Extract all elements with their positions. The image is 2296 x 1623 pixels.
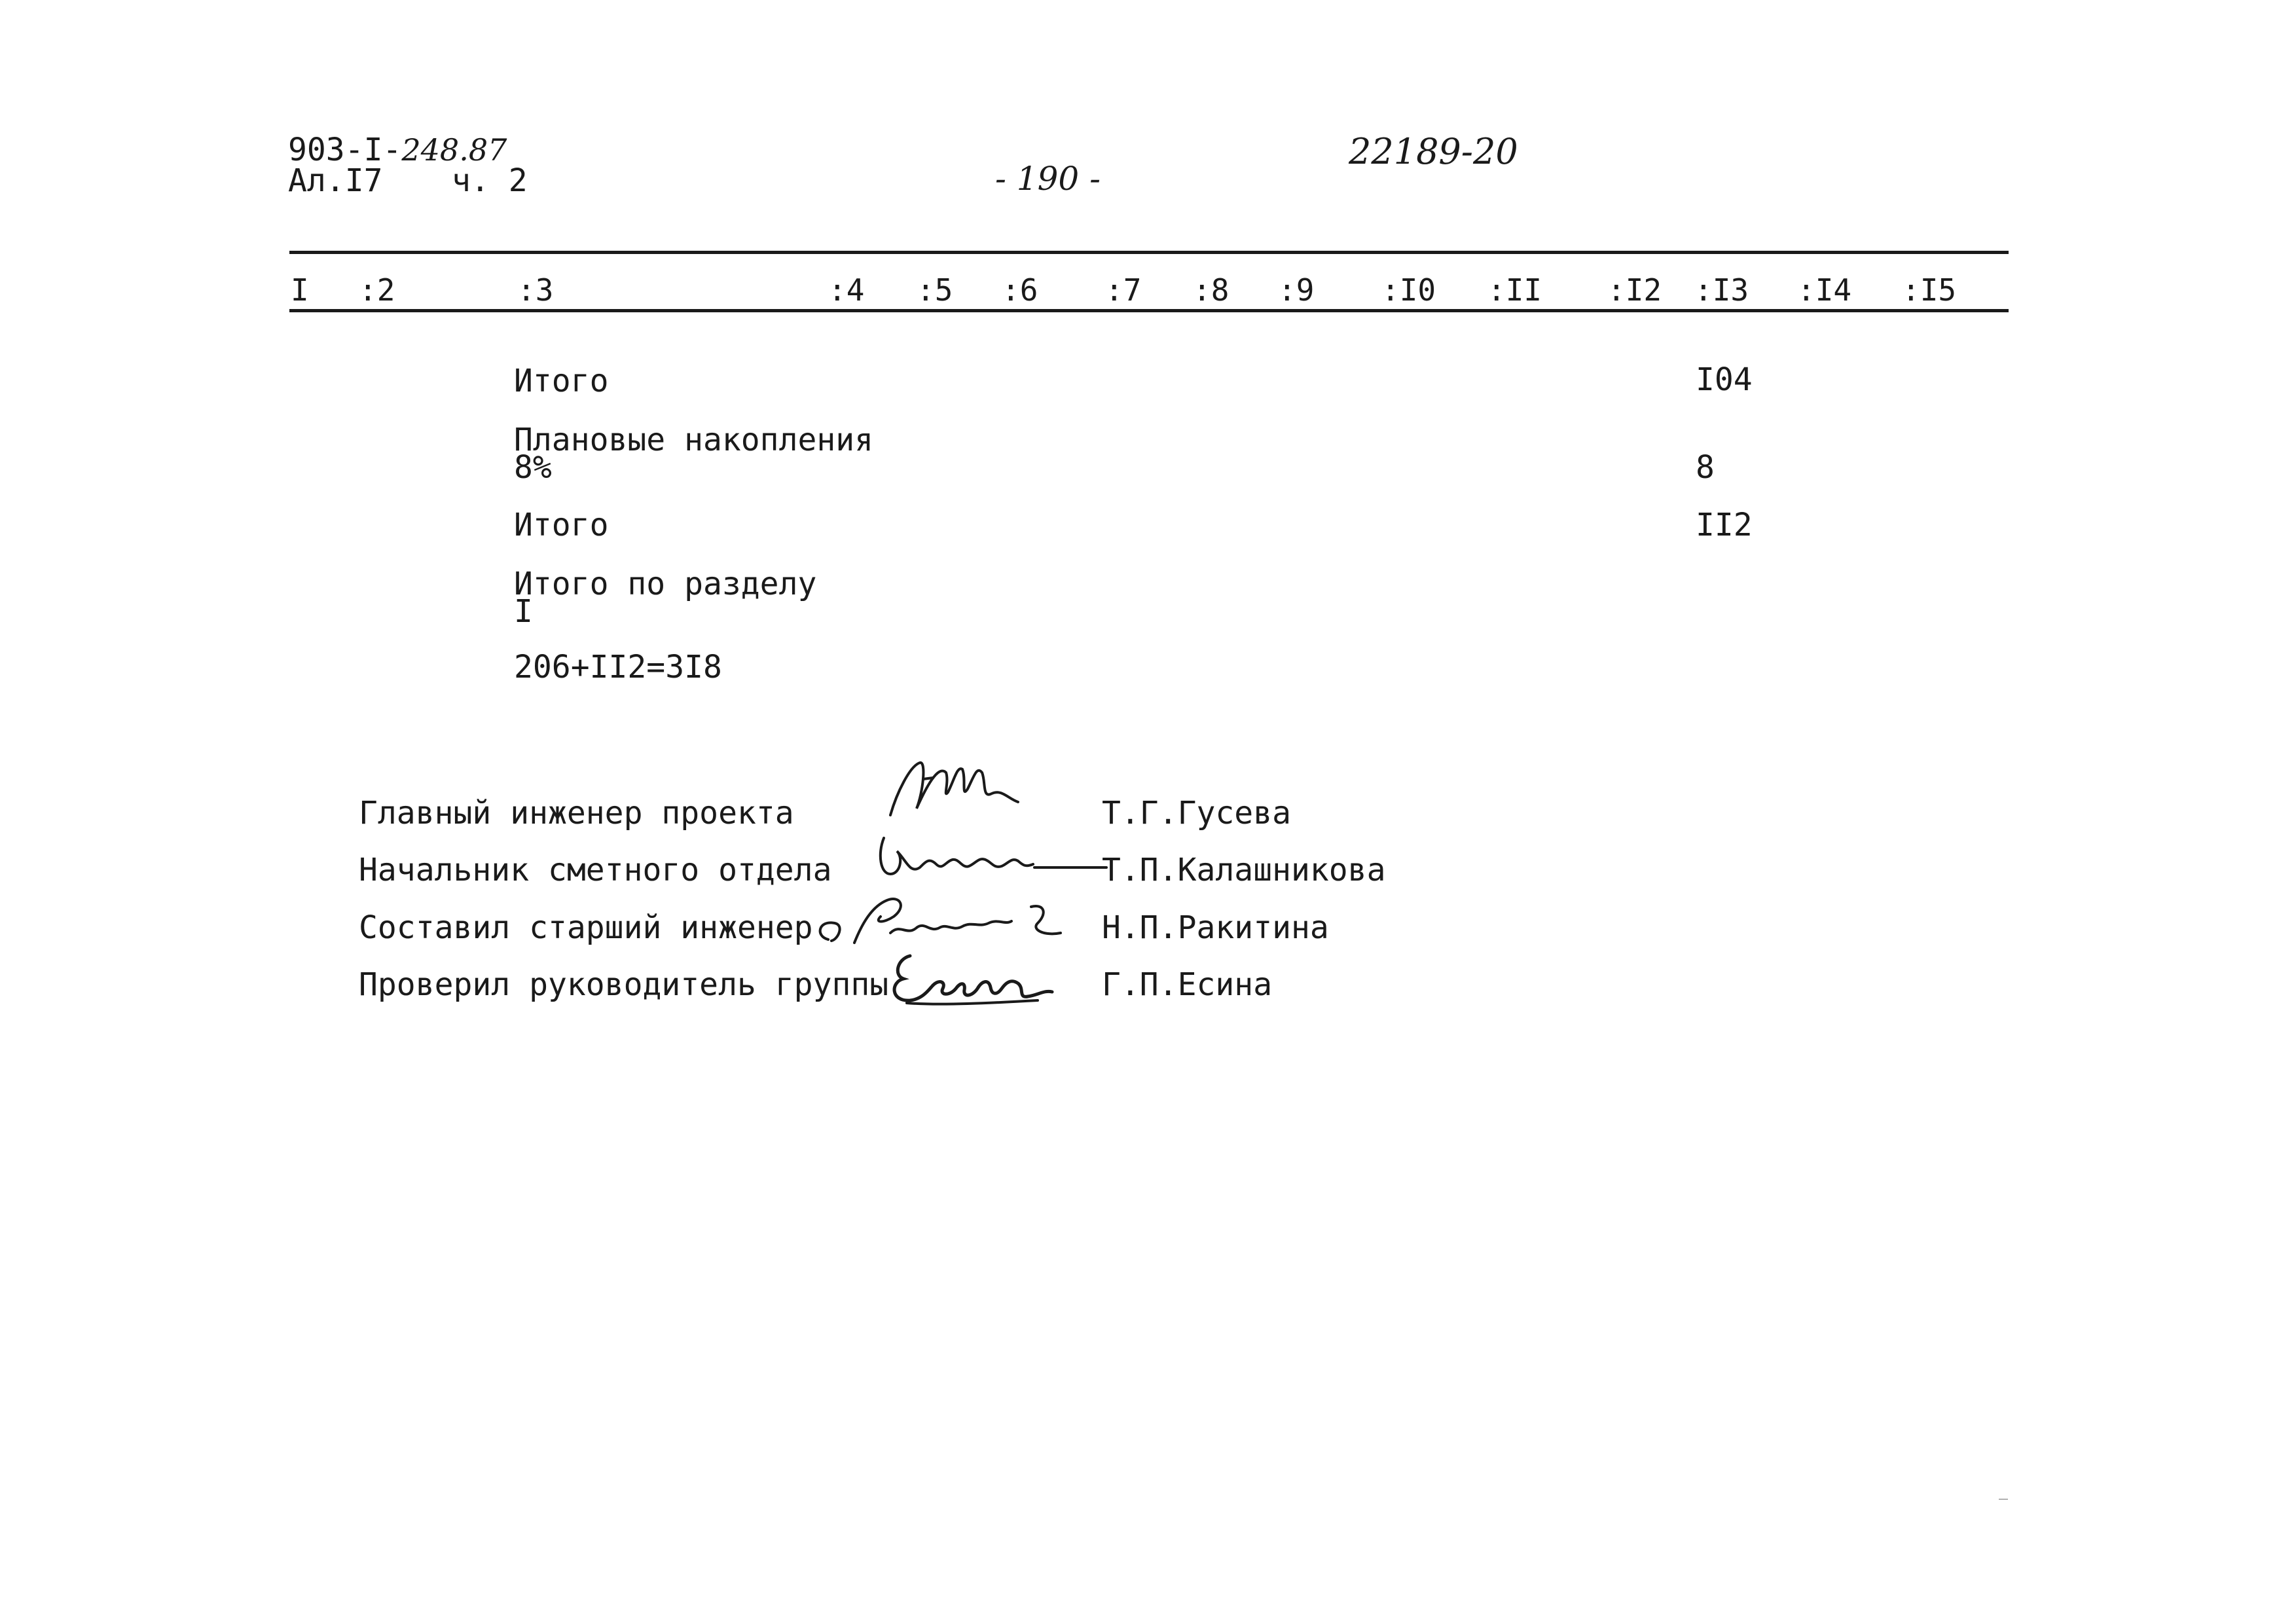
stamp-number: 22189-20: [1349, 131, 1518, 172]
row-value-itogo-2: II2: [1696, 507, 1753, 543]
column-number-1: I: [291, 272, 309, 308]
table-top-rule: [289, 251, 2009, 254]
table-header-rule: [289, 309, 2009, 312]
part-number: ч. 2: [452, 162, 528, 199]
column-number-10: :I0: [1381, 272, 1436, 308]
handwritten-signature-4: [881, 943, 1064, 1008]
album-number: Ал.I7: [288, 162, 383, 199]
document-code-handwritten: 248.87: [401, 132, 507, 168]
row-value-planned-savings: 8: [1696, 449, 1715, 486]
signature-name-4: Г.П.Есина: [1102, 966, 1273, 1003]
column-number-13: :I3: [1694, 272, 1749, 308]
page-number: - 190 -: [995, 160, 1101, 198]
column-number-15: :I5: [1902, 272, 1957, 308]
row-value-itogo: I04: [1696, 361, 1753, 398]
row-label-itogo: Итого: [514, 363, 609, 399]
column-number-14: :I4: [1797, 272, 1852, 308]
signature-name-3: Н.П.Ракитина: [1102, 909, 1329, 946]
column-number-11: :II: [1487, 272, 1542, 308]
signature-position-4: Проверил руководитель группы: [359, 966, 889, 1003]
signature-position-3: Составил старший инженер: [359, 909, 813, 946]
row-label-planned-savings-percent: 8%: [514, 449, 552, 486]
column-number-7: :7: [1105, 272, 1142, 308]
document-code-prefix: 903-I-: [288, 132, 402, 168]
column-number-2: :2: [359, 272, 395, 308]
scan-mark: [1999, 1499, 2008, 1500]
row-total-calculation: 206+II2=3I8: [514, 649, 722, 685]
signature-position-2: Начальник сметного отдела: [359, 852, 832, 888]
column-number-5: :5: [917, 272, 953, 308]
signature-position-1: Главный инженер проекта: [359, 795, 794, 831]
column-number-9: :9: [1278, 272, 1315, 308]
signature-name-1: Т.Г.Гусева: [1102, 795, 1291, 831]
column-number-3: :3: [517, 272, 554, 308]
handwritten-signature-2: [871, 828, 1113, 887]
handwritten-signature-1: [884, 753, 1028, 825]
row-label-planned-savings: Плановые накопления: [514, 422, 874, 458]
row-label-itogo-2: Итого: [514, 507, 609, 543]
signature-name-2: Т.П.Калашникова: [1102, 852, 1386, 888]
row-label-section-total: Итого по разделу: [514, 566, 817, 602]
column-number-12: :I2: [1607, 272, 1662, 308]
row-label-section-number: I: [514, 593, 533, 630]
document-code: [288, 134, 507, 166]
column-number-4: :4: [828, 272, 865, 308]
column-number-6: :6: [1002, 272, 1038, 308]
column-number-8: :8: [1193, 272, 1230, 308]
